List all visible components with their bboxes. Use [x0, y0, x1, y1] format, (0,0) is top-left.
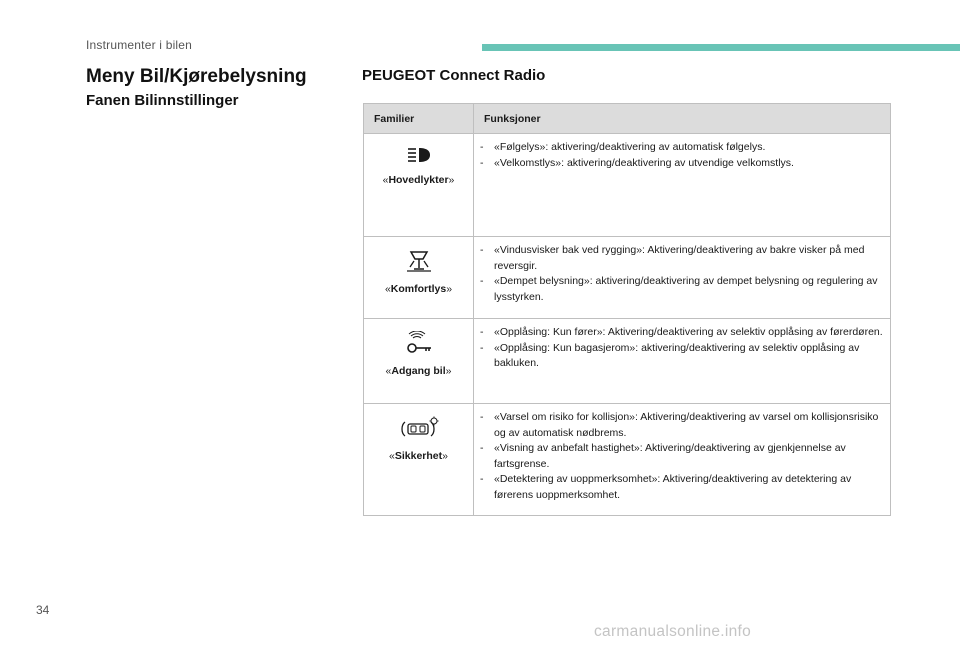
function-list: [480, 140, 884, 171]
family-cell: [364, 404, 474, 516]
table-row: [364, 134, 891, 237]
header-functions: Funksjoner: [474, 104, 891, 134]
function-item: - «Opplåsing: Kun fører»: Aktivering/deaktivering av selektiv opplåsing av førerdøren.: [480, 325, 884, 341]
function-item: - «Følgelys»: aktivering/deaktivering av automatisk følgelys.: [480, 140, 884, 156]
function-item: - «Velkomstlys»: aktivering/deaktivering av utvendige velkomstlys.: [480, 156, 884, 172]
function-item: - «Opplåsing: Kun bagasjerom»: aktivering/deaktivering av selektiv opplåsing av bakluken.: [480, 341, 884, 372]
functions-cell: [474, 319, 891, 404]
function-item: - «Visning av anbefalt hastighet»: Aktivering/deaktivering av gjenkjennelse av fartsgrense.: [480, 441, 884, 472]
page-number: 34: [36, 603, 50, 617]
headlight-icon: [406, 146, 432, 164]
page-title: Meny Bil/Kjørebelysning: [86, 66, 307, 87]
header-accent-bar: [482, 44, 960, 51]
family-label: «Adgang bil»: [385, 365, 452, 377]
table-header-row: [364, 104, 891, 134]
function-list: [480, 410, 884, 503]
functions-cell: [474, 404, 891, 516]
functions-cell: [474, 237, 891, 319]
functions-table: [363, 103, 891, 516]
page-subtitle: Fanen Bilinnstillinger: [86, 92, 239, 109]
table-title: PEUGEOT Connect Radio: [362, 67, 546, 84]
family-cell: [364, 319, 474, 404]
function-item: - «Dempet belysning»: aktivering/deaktivering av dempet belysning og regulering av lysstyrken.: [480, 274, 884, 305]
safety-settings-icon: [399, 416, 439, 440]
table-row: [364, 237, 891, 319]
family-cell: [364, 134, 474, 237]
header-families: Familier: [364, 104, 474, 134]
functions-cell: [474, 134, 891, 237]
family-label: «Hovedlykter»: [382, 174, 455, 186]
function-item: - «Varsel om risiko for kollisjon»: Aktivering/deaktivering av varsel om kollisjonsrisiko og av automatisk nødbrems.: [480, 410, 884, 441]
function-list: [480, 325, 884, 372]
function-item: - «Vindusvisker bak ved rygging»: Aktivering/deaktivering av bakre visker på med reversgir.: [480, 243, 884, 274]
family-label: «Sikkerhet»: [389, 450, 448, 462]
section-label: Instrumenter i bilen: [86, 38, 193, 52]
function-item: - «Detektering av uoppmerksomhet»: Aktivering/deaktivering av detektering av førerens uoppmerksomhet.: [480, 472, 884, 503]
function-list: [480, 243, 884, 305]
table-row: [364, 319, 891, 404]
table-row: [364, 404, 891, 516]
family-cell: [364, 237, 474, 319]
remote-key-icon: [404, 331, 434, 355]
family-label: «Komfortlys»: [384, 283, 453, 295]
interior-lamp-icon: [405, 249, 433, 273]
watermark: carmanualsonline.info: [594, 623, 752, 640]
